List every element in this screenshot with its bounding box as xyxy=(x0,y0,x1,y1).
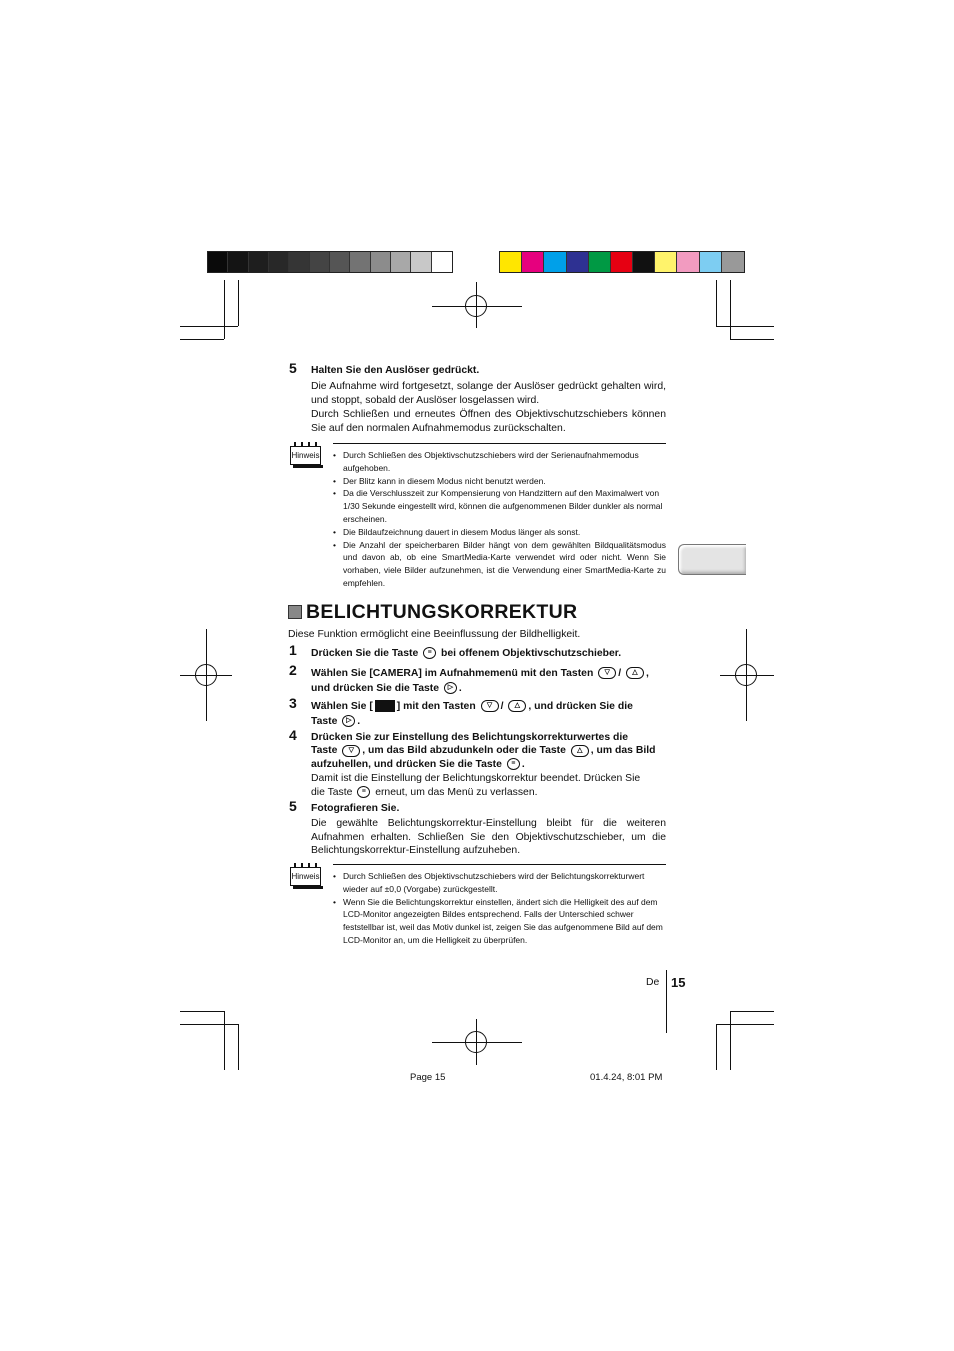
footer-divider xyxy=(666,970,667,1033)
slug-page: Page 15 xyxy=(410,1072,446,1083)
registration-mark xyxy=(465,295,487,317)
color-bar xyxy=(499,251,745,273)
step-text: / xyxy=(618,668,622,679)
step-heading: Fotografieren Sie. xyxy=(311,803,400,814)
note-item: • Der Blitz kann in diesem Modus nicht benutzt werden. xyxy=(343,475,666,488)
step-number: 4 xyxy=(289,727,297,743)
step-number: 5 xyxy=(289,798,297,814)
crop-mark xyxy=(238,280,239,326)
section-title-text: BELICHTUNGSKORREKTUR xyxy=(306,601,578,623)
step-body: Durch Schließen und erneutes Öffnen des Objektivschutzschiebers können Sie auf den normalen Aufnahmemodus zurückschalten. xyxy=(311,409,666,434)
note-item: • Da die Verschlusszeit zur Kompensierung von Handzittern auf den Maximalwert von 1/30 Sekunde eingestellt wird, können die aufgenommenen Bilder dunkler als normal erscheinen. xyxy=(343,487,666,525)
ok-button-icon: ≡ xyxy=(423,647,436,659)
color-swatch xyxy=(700,252,722,272)
step-number: 2 xyxy=(289,662,297,678)
step-text: ] mit den Tasten xyxy=(396,701,476,712)
color-swatch xyxy=(611,252,633,272)
down-arrow-icon: ▽ xyxy=(342,745,360,757)
up-arrow-icon: △ xyxy=(571,745,589,757)
crop-mark xyxy=(224,280,225,339)
hinweis-icon xyxy=(290,867,321,886)
hinweis-label: Hinweis xyxy=(291,451,320,460)
step-heading xyxy=(311,731,666,771)
step-text: Taste xyxy=(311,745,338,757)
step-heading xyxy=(311,666,666,696)
crop-mark xyxy=(716,1024,774,1025)
color-swatch xyxy=(330,252,350,272)
crop-mark xyxy=(180,326,238,327)
note-divider xyxy=(333,864,666,865)
crop-mark xyxy=(730,1011,731,1070)
registration-mark xyxy=(465,1031,487,1053)
crop-mark xyxy=(180,1024,238,1025)
step-text: . xyxy=(521,758,525,770)
step-heading xyxy=(311,699,666,729)
crop-mark xyxy=(716,326,774,327)
color-swatch xyxy=(228,252,248,272)
color-swatch xyxy=(269,252,289,272)
hinweis-label: Hinweis xyxy=(291,872,320,881)
page-number: 15 xyxy=(671,975,686,990)
color-swatch xyxy=(411,252,431,272)
step-number: 1 xyxy=(289,642,297,658)
color-swatch xyxy=(391,252,411,272)
section-title xyxy=(288,601,577,624)
step-text: erneut, um das Menü zu verlassen. xyxy=(375,786,538,798)
note-item: • Wenn Sie die Belichtungskorrektur einstellen, ändert sich die Helligkeit des auf dem LCD-Monitor angezeigten Bildes entsprechend. Falls der Unterschied schwer feststellbar ist, weil das Motiv dunkel ist, zeigen Sie das aufgenommene Bild auf dem LCD-Monitor an, um die Helligkeit zu überprüfen. xyxy=(343,896,666,947)
down-arrow-icon: ▽ xyxy=(598,667,616,679)
color-swatch xyxy=(289,252,309,272)
step-text: Drücken Sie die Taste xyxy=(311,648,419,659)
step-number: 5 xyxy=(289,360,297,376)
color-swatch xyxy=(655,252,677,272)
language-code: De xyxy=(646,977,660,988)
step-text: . xyxy=(357,716,361,727)
right-arrow-icon: ▷ xyxy=(444,682,457,694)
right-arrow-icon: ▷ xyxy=(342,715,355,727)
down-arrow-icon: ▽ xyxy=(481,700,499,712)
ok-button-icon: ≡ xyxy=(357,786,370,798)
up-arrow-icon: △ xyxy=(508,700,526,712)
color-swatch xyxy=(544,252,566,272)
step-text: Taste xyxy=(311,716,338,727)
section-intro: Diese Funktion ermöglicht eine Beeinflussung der Bildhelligkeit. xyxy=(288,629,581,640)
crop-mark xyxy=(730,280,731,339)
crop-mark xyxy=(730,339,774,340)
step-text: Damit ist die Einstellung der Belichtungskorrektur beendet. Drücken Sie xyxy=(311,773,641,784)
note-item: • Die Anzahl der speicherbaren Bilder hängt von dem gewählten Bildqualitätsmodus und davon ab, ob eine SmartMedia-Karte verwendet wird oder nicht. Wenn Sie vorhaben, viele Bilder aufzunehmen, ist die Verwendung einer SmartMedia-Karte zu empfehlen. xyxy=(343,539,666,590)
crop-mark xyxy=(716,1024,717,1070)
color-swatch xyxy=(350,252,370,272)
step-body: Die gewählte Belichtungskorrektur-Einstellung bleibt für die weiteren Aufnahmen erhalten. Schließen Sie den Objektivschutzschieber, um die Belichtungskorrektur-Einstellung aufzuheben. xyxy=(311,818,666,856)
crop-mark xyxy=(224,1011,225,1070)
color-swatch xyxy=(677,252,699,272)
color-swatch xyxy=(371,252,391,272)
color-swatch xyxy=(249,252,269,272)
registration-mark xyxy=(195,664,217,686)
step-number: 3 xyxy=(289,695,297,711)
step-text: Wählen Sie [ xyxy=(311,701,373,712)
step-text: , um das Bild abzudunkeln oder die Taste xyxy=(362,745,566,757)
crop-mark xyxy=(716,280,717,326)
color-swatch xyxy=(432,252,452,272)
note-item: • Die Bildaufzeichnung dauert in diesem Modus länger als sonst. xyxy=(343,526,666,539)
step-text: die Taste xyxy=(311,786,353,798)
note-item: • Durch Schließen des Objektivschutzschiebers wird der Belichtungskorrekturwert wieder auf ±0,0 (Vorgabe) zurückgestellt. xyxy=(343,870,666,896)
color-swatch xyxy=(208,252,228,272)
step-text: bei offenem Objektivschutzschieber. xyxy=(441,648,622,659)
note-divider xyxy=(333,443,666,444)
step-text: Drücken Sie zur Einstellung des Belichtungskorrekturwertes die xyxy=(311,732,629,743)
color-swatch xyxy=(500,252,522,272)
crop-mark xyxy=(238,1024,239,1070)
color-swatch xyxy=(633,252,655,272)
exposure-compensation-icon xyxy=(375,700,395,712)
crop-mark xyxy=(180,339,224,340)
note-list xyxy=(343,870,666,947)
step-body xyxy=(311,772,666,799)
color-swatch xyxy=(310,252,330,272)
color-swatch xyxy=(722,252,744,272)
note-list xyxy=(343,449,666,590)
step-text: aufzuhellen, und drücken Sie die Taste xyxy=(311,758,502,770)
color-swatch xyxy=(589,252,611,272)
crop-mark xyxy=(180,1011,224,1012)
step-text: , xyxy=(645,668,649,679)
step-text: und drücken Sie die Taste xyxy=(311,683,439,694)
step-text: / xyxy=(500,701,504,712)
slug-date: 01.4.24, 8:01 PM xyxy=(590,1072,663,1083)
up-arrow-icon: △ xyxy=(626,667,644,679)
hinweis-icon xyxy=(290,446,321,465)
note-item: • Durch Schließen des Objektivschutzschiebers wird der Serienaufnahmemodus aufgehoben. xyxy=(343,449,666,475)
step-text: , um das Bild xyxy=(590,745,656,757)
color-swatch xyxy=(567,252,589,272)
square-bullet-icon xyxy=(288,605,302,619)
step-text: . xyxy=(458,683,462,694)
color-swatch xyxy=(522,252,544,272)
grayscale-bar xyxy=(207,251,453,273)
registration-mark xyxy=(735,664,757,686)
crop-mark xyxy=(730,1011,774,1012)
step-text: , und drücken Sie die xyxy=(528,701,633,712)
ok-button-icon: ≡ xyxy=(507,758,520,770)
step-body: Die Aufnahme wird fortgesetzt, solange der Auslöser gedrückt gehalten wird, und stoppt, sobald der Auslöser losgelassen wird. xyxy=(311,381,666,406)
step-heading: Halten Sie den Auslöser gedrückt. xyxy=(311,365,480,376)
side-tab xyxy=(678,544,746,575)
step-heading xyxy=(311,647,666,660)
step-text: Wählen Sie [CAMERA] im Aufnahmemenü mit den Tasten xyxy=(311,668,594,679)
